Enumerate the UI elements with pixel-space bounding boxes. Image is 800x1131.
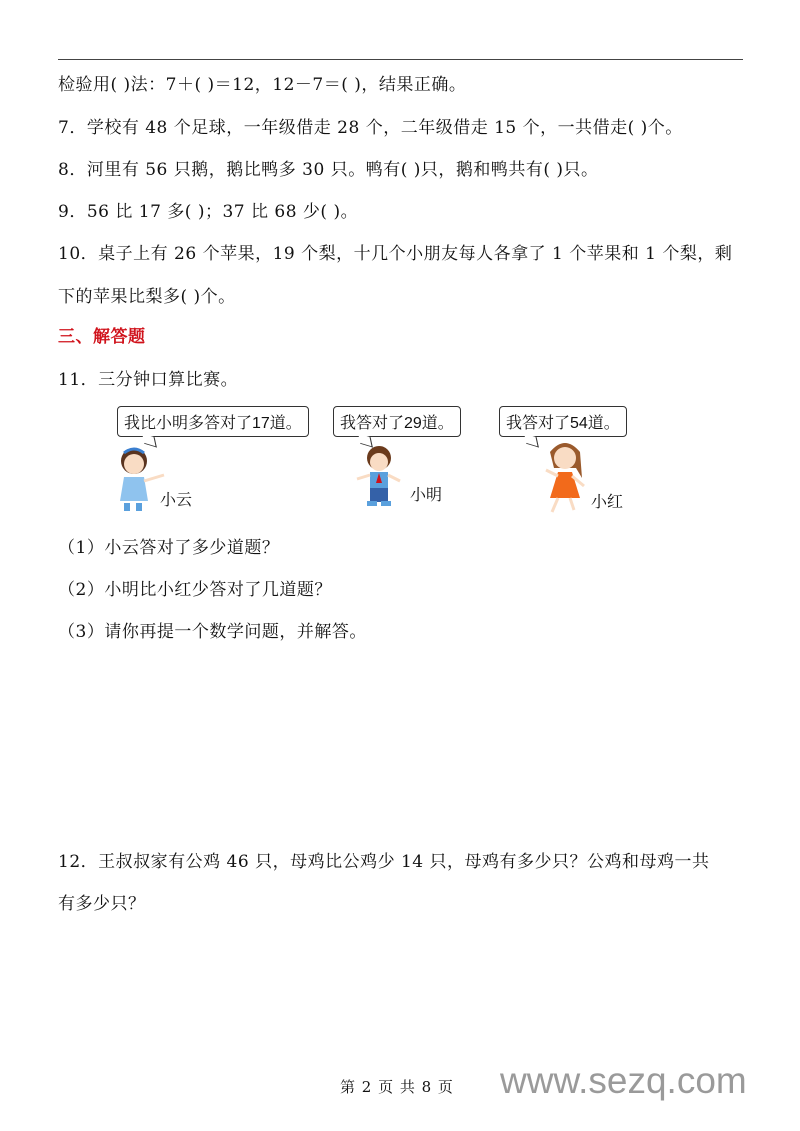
xiaohong-speech-bubble: 我答对了54道。 xyxy=(499,406,627,437)
xiaohong-name: 小红 xyxy=(591,494,624,511)
xiaoming-name: 小明 xyxy=(410,487,443,504)
question-11-part-2: （2）小明比小红少答对了几道题？ xyxy=(58,580,332,600)
question-12: 12．王叔叔家有公鸡 46 只，母鸡比公鸡少 14 只，母鸡有多少只？公鸡和母鸡一共 xyxy=(58,852,710,872)
xiaoyun-name: 小云 xyxy=(160,492,193,509)
xiaoyun-speech-bubble: 我比小明多答对了17道。 xyxy=(117,406,309,437)
question-10-cont: 下的苹果比梨多( )个。 xyxy=(58,287,236,307)
xiaoming-speech-bubble: 我答对了29道。 xyxy=(333,406,461,437)
question-10: 10．桌子上有 26 个苹果，19 个梨，十几个小朋友每人各拿了 1 个苹果和 1 个梨，剩 xyxy=(58,244,733,264)
section-heading: 三、解答题 xyxy=(58,327,146,347)
question-12-cont: 有多少只？ xyxy=(58,894,146,914)
question-7: 7．学校有 48 个足球，一年级借走 28 个，二年级借走 15 个，一共借走( )个。 xyxy=(58,118,683,138)
watermark: www.sezq.com xyxy=(500,1060,747,1101)
check-line: 检验用( )法：7＋( )＝12，12－7＝( )，结果正确。 xyxy=(58,75,467,95)
question-11-part-1: （1）小云答对了多少道题？ xyxy=(58,538,280,558)
page-number: 第 2 页 共 8 页 xyxy=(340,1078,454,1096)
xiaohong-girl-figure xyxy=(540,438,590,514)
header-rule xyxy=(58,59,743,60)
question-9: 9．56 比 17 多( )；37 比 68 少( )。 xyxy=(58,202,359,222)
question-11-part-3: （3）请你再提一个数学问题，并解答。 xyxy=(58,622,367,642)
xiaoming-boy-figure xyxy=(354,445,404,507)
question-11: 11．三分钟口算比赛。 xyxy=(58,370,239,390)
question-8: 8．河里有 56 只鹅，鹅比鸭多 30 只。鸭有( )只，鹅和鸭共有( )只。 xyxy=(58,160,599,180)
